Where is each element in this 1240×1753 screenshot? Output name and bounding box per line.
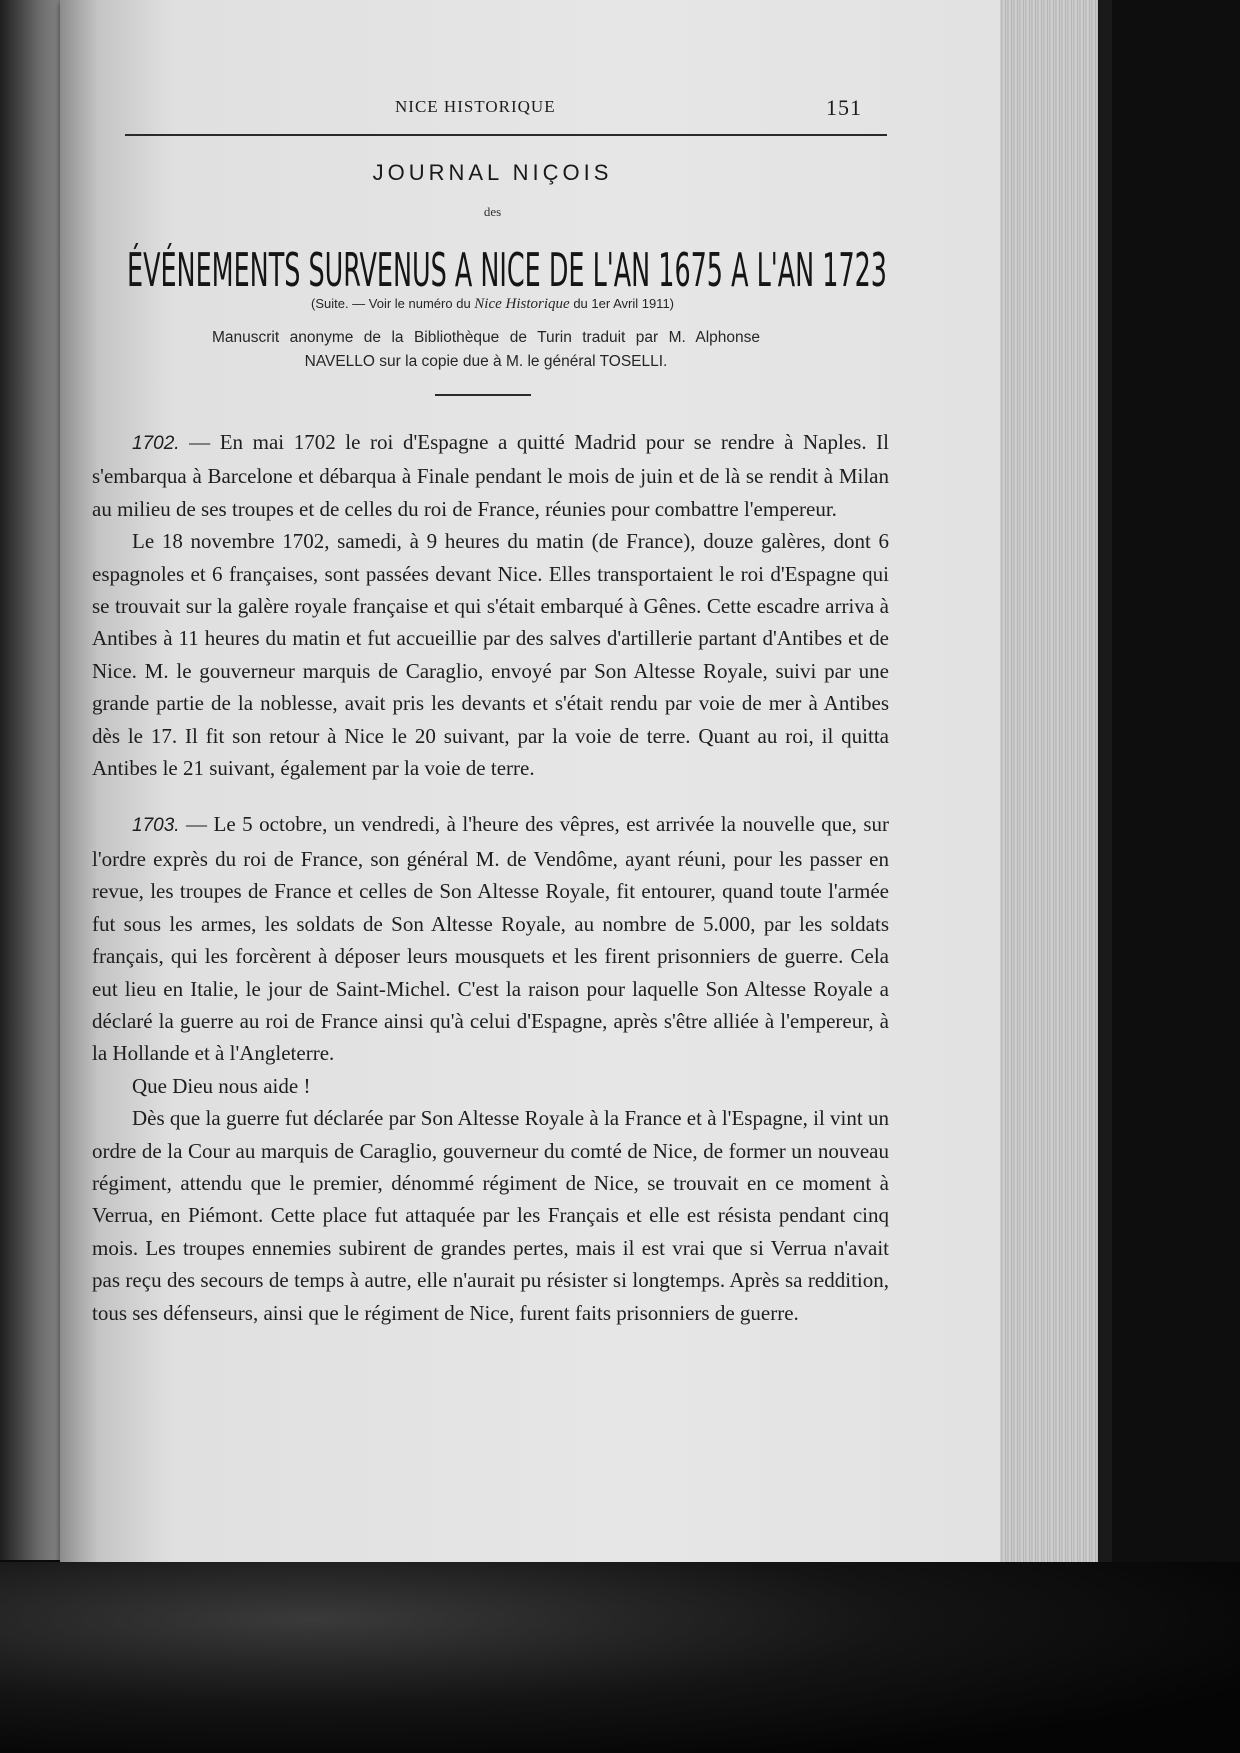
header-rule: [125, 134, 887, 136]
ornament-rule: [435, 394, 531, 396]
running-title: NICE HISTORIQUE: [395, 97, 556, 116]
paragraph-1703: [92, 808, 889, 1069]
paragraph: Le 18 novembre 1702, samedi, à 9 heures du matin (de France), douze galères, dont 6 espagnoles et 6 françaises, sont passées devant Nice. Elles transportaient le roi d'Espagne qui se trouvait sur la galère royale française et qui s'était embarqué à Gênes. Cette escadre arriva à Antibes à 11 heures du matin et fut accueillie par des salves d'artillerie partant d'Antibes et de Nice. M. le gouverneur marquis de Caraglio, envoyé par Son Altesse Royale, suivi par une grande partie de la noblesse, avait pris les devants et s'était rendu par voie de mer à Antibes dès le 17. Il fit son retour à Nice le 20 suivant, par la voie de terre. Quant au roi, il quitta Antibes le 21 suivant, également par la voie de terre.: [92, 529, 889, 781]
year-heading: 1702.: [132, 433, 180, 454]
paragraph: Que Dieu nous aide !: [132, 1073, 311, 1098]
page-block-edges: [1000, 0, 1112, 1565]
manuscript-credit: Manuscrit anonyme de la Bibliothèque de Turin traduit par M. Alphonse NAVELLO sur la copie due à M. le général TOSELLI.: [212, 329, 760, 370]
scan-shadow: [0, 1562, 1240, 1753]
publication-name: Nice Historique: [474, 296, 570, 312]
paragraph-text: — En mai 1702 le roi d'Espagne a quitté Madrid pour se rendre à Naples. Il s'embarqua à Barcelone et débarqua à Finale pendant le mois de juin et de là se rendit à Milan au milieu de ses troupes et de celles du roi de France, réunies pour combattre l'empereur.: [92, 430, 889, 521]
main-title: [126, 236, 888, 296]
year-heading: 1703.: [132, 815, 180, 837]
page-number: 151: [826, 95, 862, 120]
continuation-note: [0, 296, 985, 313]
suite-before: (Suite. — Voir le numéro du: [310, 296, 475, 311]
main-title-text: ÉVÉNEMENTS SURVENUS A NICE DE L'AN 1675 A L'AN 1723: [127, 243, 887, 296]
paragraph: Dès que la guerre fut déclarée par Son Altesse Royale à la France et à l'Espagne, il vint un ordre de la Cour au marquis de Caraglio, gouverneur du comté de Nice, de former un nouveau régiment, attendu que le premier, dénommé régiment de Nice, se trouvait en ce moment à Verrua, en Piémont. Cette place fut attaquée par les Français et elle est résista pendant cinq mois. Les troupes ennemies subirent de grandes pertes, mais il est vrai que si Verrua n'avait pas reçu des secours de temps à autre, elle n'aurait pu résister si longtemps. Après sa reddition, tous ses défenseurs, ainsi que le régiment de Nice, furent faits prisonniers de guerre.: [92, 1106, 889, 1325]
suite-after: du 1er Avril 1911): [569, 296, 675, 311]
journal-title: JOURNAL NIÇOIS: [372, 160, 613, 185]
book-binding: [1112, 0, 1240, 1600]
facing-page-edge: [0, 0, 64, 1560]
paragraph-text: — Le 5 octobre, un vendredi, à l'heure des vêpres, est arrivée la nouvelle que, sur l'ordre exprès du roi de France, son général M. de Vendôme, ayant réuni, pour les passer en revue, les troupes de France et celles de Son Altesse Royale, fit entourer, quand toute l'armée fut sous les armes, les soldats de Son Altesse Royale, au nombre de 5.000, par les soldats français, qui les forcèrent à déposer leurs mousquets et les firent prisonniers de guerre. Cela eut lieu en Italie, le jour de Saint-Michel. C'est la raison pour laquelle Son Altesse Royale a déclaré la guerre au roi de France ainsi qu'à celui d'Espagne, après s'être alliée à l'empereur, à la Hollande et à l'Angleterre.: [92, 812, 889, 1066]
title-connector: des: [483, 204, 502, 219]
paragraph-1702: [92, 426, 889, 525]
body-text: [92, 426, 889, 1329]
